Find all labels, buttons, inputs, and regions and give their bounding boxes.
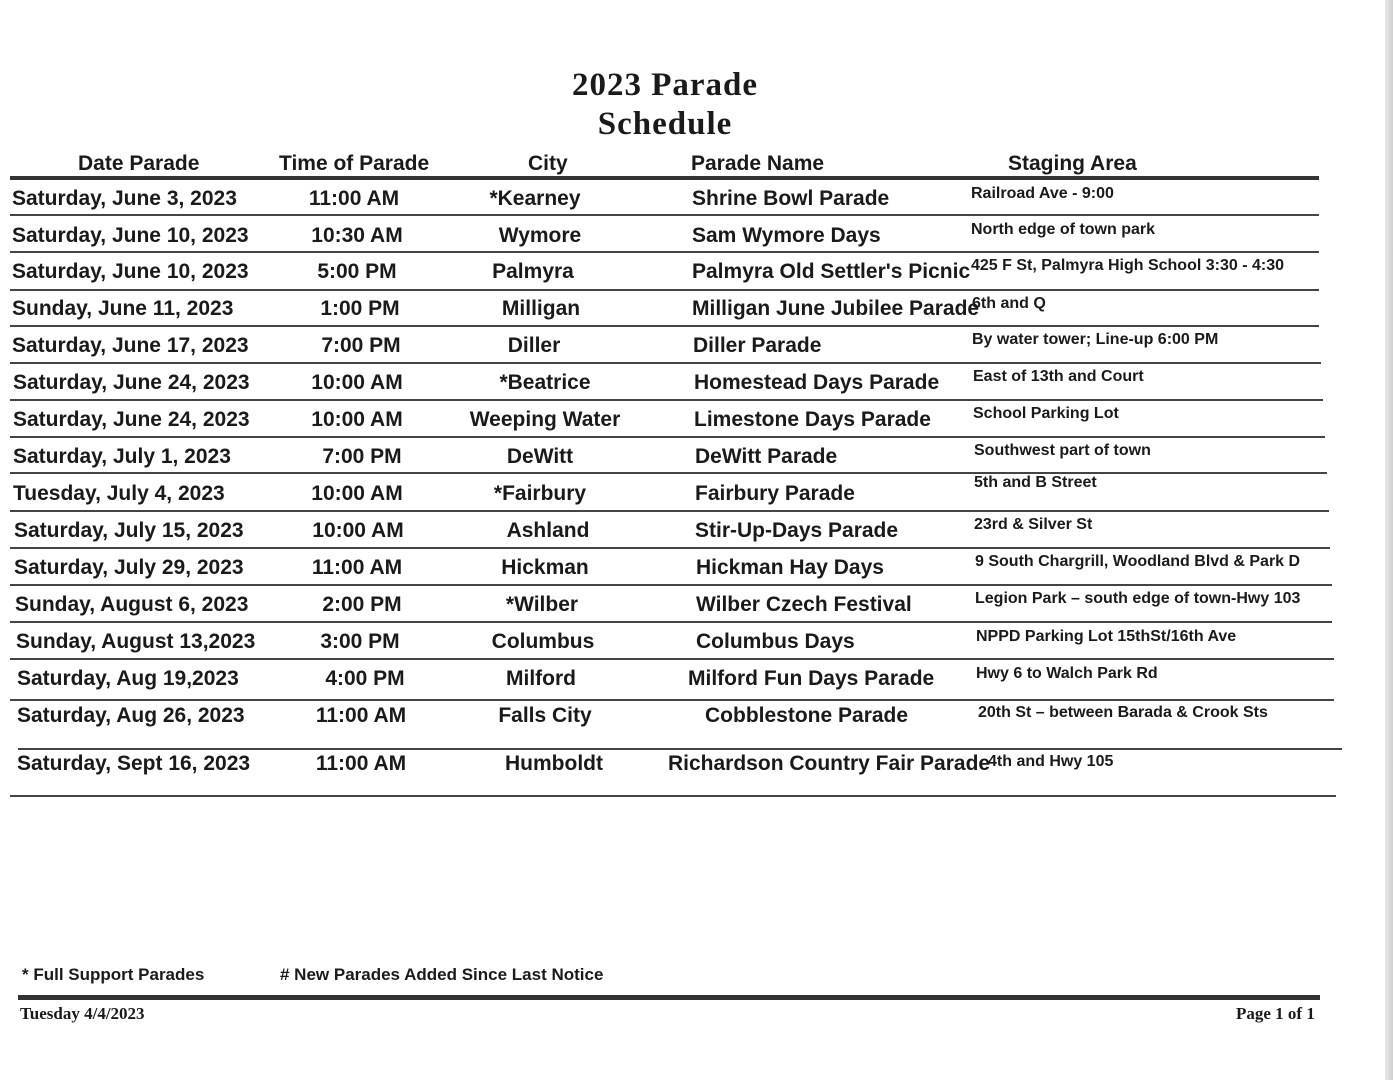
table-row: [0, 629, 1340, 669]
table-row: [0, 474, 1340, 521]
cell-parade-name: Sam Wymore Days: [692, 224, 881, 247]
cell-date: Sunday, August 6, 2023: [15, 593, 249, 616]
cell-city: *Fairbury: [493, 482, 587, 505]
cell-city: Humboldt: [505, 752, 603, 775]
cell-staging-area: Southwest part of town: [974, 442, 1151, 459]
cell-date: Tuesday, July 4, 2023: [13, 482, 225, 505]
cell-parade-name: Limestone Days Parade: [694, 408, 931, 431]
row-divider: [18, 748, 1342, 750]
header-rule: [10, 176, 1319, 180]
cell-time: 2:00 PM: [322, 593, 402, 616]
cell-time: 3:00 PM: [320, 630, 400, 653]
cell-parade-name: Columbus Days: [696, 630, 855, 653]
cell-time: 5:00 PM: [317, 260, 397, 283]
cell-time: 7:00 PM: [321, 334, 401, 357]
cell-city: Wymore: [498, 224, 582, 247]
table-row: [0, 666, 1340, 706]
header-time: Time of Parade: [279, 152, 430, 175]
cell-parade-name: Cobblestone Parade: [705, 704, 909, 727]
cell-date: Saturday, Sept 16, 2023: [17, 752, 251, 775]
cell-time: 11:00 AM: [308, 187, 400, 210]
table-row: [0, 259, 1340, 299]
cell-time: 7:00 PM: [322, 445, 402, 468]
row-divider: [10, 547, 1330, 549]
cell-parade-name: Richardson Country Fair Parade: [668, 752, 991, 775]
cell-time: 10:00 AM: [311, 371, 403, 394]
cell-staging-area: East of 13th and Court: [973, 368, 1144, 385]
cell-time: 10:00 AM: [311, 482, 403, 505]
footer-rule: [18, 995, 1320, 1000]
cell-parade-name: Diller Parade: [693, 334, 822, 357]
cell-city: Milford: [506, 667, 576, 690]
row-divider: [10, 362, 1321, 364]
cell-parade-name: Stir-Up-Days Parade: [695, 519, 899, 542]
row-divider: [10, 289, 1319, 291]
footer-page-number: Page 1 of 1: [1236, 1004, 1315, 1023]
cell-staging-area: 5th and B Street: [974, 474, 1097, 491]
row-divider: [10, 621, 1332, 623]
cell-date: Saturday, June 10, 2023: [12, 260, 249, 283]
cell-parade-name: Hickman Hay Days: [696, 556, 884, 579]
cell-parade-name: DeWitt Parade: [695, 445, 838, 468]
cell-staging-area: 425 F St, Palmyra High School 3:30 - 4:30: [971, 257, 1284, 274]
cell-time: 10:00 AM: [312, 519, 404, 542]
row-divider: [10, 436, 1325, 438]
cell-city: DeWitt: [506, 445, 574, 468]
cell-staging-area: School Parking Lot: [973, 405, 1119, 422]
cell-staging-area: 20th St – between Barada & Crook Sts: [978, 704, 1268, 721]
cell-date: Saturday, June 24, 2023: [13, 408, 250, 431]
cell-date: Saturday, July 29, 2023: [14, 556, 244, 579]
cell-time: 11:00 AM: [315, 752, 407, 775]
page-title: 2023 Parade: [571, 67, 759, 103]
row-divider: [10, 510, 1329, 512]
cell-date: Saturday, Aug 26, 2023: [17, 704, 245, 727]
row-divider: [10, 699, 1334, 701]
page-subtitle: Schedule: [597, 106, 733, 142]
cell-city: Palmyra: [492, 260, 574, 283]
cell-staging-area: Hwy 6 to Walch Park Rd: [976, 665, 1158, 682]
cell-date: Saturday, June 17, 2023: [12, 334, 249, 357]
cell-parade-name: Fairbury Parade: [695, 482, 855, 505]
scan-edge: [1385, 0, 1393, 1080]
cell-staging-area: NPPD Parking Lot 15thSt/16th Ave: [976, 628, 1237, 645]
cell-city: Ashland: [506, 519, 590, 542]
cell-city: Columbus: [491, 630, 595, 653]
header-city: City: [528, 152, 568, 175]
cell-city: Falls City: [498, 704, 592, 727]
cell-parade-name: Shrine Bowl Parade: [692, 187, 890, 210]
cell-staging-area: North edge of town park: [971, 221, 1155, 238]
cell-date: Saturday, June 10, 2023: [12, 224, 249, 247]
table-row: [0, 444, 1340, 484]
cell-staging-area: Legion Park – south edge of town-Hwy 103: [975, 590, 1301, 607]
cell-time: 4:00 PM: [325, 667, 405, 690]
cell-parade-name: Milligan June Jubilee Parade: [692, 297, 980, 320]
cell-time: 10:00 AM: [311, 408, 403, 431]
table-row: [0, 592, 1340, 632]
cell-date: Saturday, July 15, 2023: [14, 519, 244, 542]
footer-date: Tuesday 4/4/2023: [20, 1004, 145, 1023]
footnote-new-parades: # New Parades Added Since Last Notice: [280, 965, 604, 984]
table-row: [0, 751, 1340, 791]
row-divider: [10, 584, 1332, 586]
cell-city: *Kearney: [489, 187, 581, 210]
table-row: [0, 370, 1340, 410]
cell-date: Sunday, June 11, 2023: [12, 297, 234, 320]
cell-date: Sunday, August 13,2023: [16, 630, 256, 653]
cell-time: 1:00 PM: [320, 297, 400, 320]
cell-city: *Beatrice: [499, 371, 591, 394]
cell-parade-name: Wilber Czech Festival: [696, 593, 912, 616]
footnote-full-support: * Full Support Parades: [22, 965, 205, 984]
cell-parade-name: Palmyra Old Settler's Picnic: [692, 260, 971, 283]
header-parade-name: Parade Name: [691, 152, 825, 175]
row-divider: [10, 658, 1334, 660]
cell-staging-area: 4th and Hwy 105: [988, 753, 1114, 770]
cell-time: 10:30 AM: [311, 224, 403, 247]
header-staging-area: Staging Area: [1008, 152, 1137, 175]
header-date: Date Parade: [78, 152, 200, 175]
cell-parade-name: Milford Fun Days Parade: [688, 667, 935, 690]
cell-date: Saturday, Aug 19,2023: [17, 667, 239, 690]
cell-city: Hickman: [501, 556, 589, 579]
cell-time: 11:00 AM: [311, 556, 403, 579]
cell-parade-name: Homestead Days Parade: [694, 371, 940, 394]
cell-staging-area: By water tower; Line-up 6:00 PM: [972, 331, 1219, 348]
cell-city: Milligan: [501, 297, 581, 320]
cell-staging-area: 23rd & Silver St: [974, 516, 1093, 533]
row-divider: [10, 795, 1336, 797]
table-row: [0, 703, 1340, 743]
cell-staging-area: 9 South Chargrill, Woodland Blvd & Park D: [975, 553, 1301, 570]
cell-time: 11:00 AM: [315, 704, 407, 727]
row-divider: [10, 325, 1319, 327]
cell-staging-area: Railroad Ave - 9:00: [971, 185, 1114, 202]
row-divider: [10, 472, 1327, 474]
cell-date: Saturday, July 1, 2023: [13, 445, 231, 468]
row-divider: [10, 251, 1319, 253]
cell-city: *Wilber: [505, 593, 579, 616]
cell-date: Saturday, June 3, 2023: [12, 187, 237, 210]
cell-city: Diller: [507, 334, 561, 357]
row-divider: [10, 399, 1323, 401]
row-divider: [10, 214, 1319, 216]
cell-city: Weeping Water: [469, 408, 621, 431]
cell-staging-area: 6th and Q: [972, 295, 1046, 312]
cell-date: Saturday, June 24, 2023: [13, 371, 250, 394]
